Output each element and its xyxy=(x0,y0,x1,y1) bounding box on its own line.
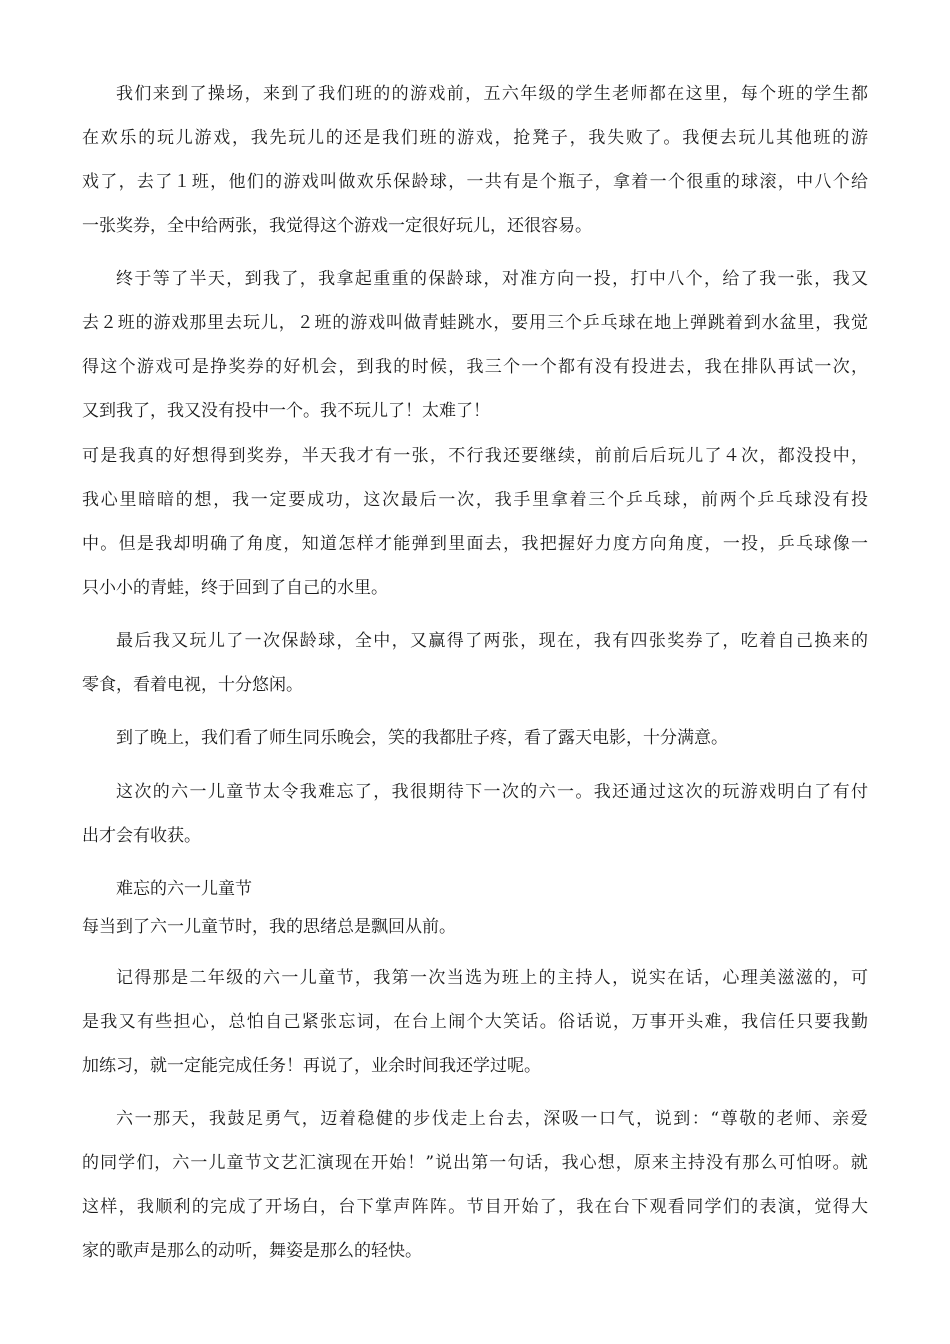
paragraph-line: 一张奖券，全中给两张，我觉得这个游戏一定很好玩儿，还很容易。 xyxy=(82,216,592,236)
paragraph-line: 只小小的青蛙，终于回到了自己的水里。 xyxy=(82,578,388,598)
paragraph-line: 终于等了半天，到我了，我拿起重重的保龄球，对准方向一投，打中八个，给了我一张，我又 xyxy=(116,269,870,289)
section-heading: 难忘的六一儿童节 xyxy=(116,879,252,899)
paragraph-line: 去２班的游戏那里去玩儿，２班的游戏叫做青蛙跳水，要用三个乒乓球在地上弹跳着到水盆里，我觉 xyxy=(82,313,869,333)
paragraph-line: 每当到了六一儿童节时，我的思绪总是飘回从前。 xyxy=(82,917,456,937)
paragraph-line: 这样，我顺利的完成了开场白，台下掌声阵阵。节目开始了，我在台下观看同学们的表演，觉得大 xyxy=(82,1197,870,1217)
paragraph-line: 我心里暗暗的想，我一定要成功，这次最后一次，我手里拿着三个乒乓球，前两个乒乓球没有投 xyxy=(82,490,870,510)
paragraph-line: 加练习，就一定能完成任务！再说了，业余时间我还学过呢。 xyxy=(82,1056,541,1076)
paragraph-line: 零食，看着电视，十分悠闲。 xyxy=(82,675,303,695)
paragraph-line: 到了晚上，我们看了师生同乐晚会，笑的我都肚子疼，看了露天电影，十分满意。 xyxy=(116,728,728,748)
paragraph-line: 出才会有收获。 xyxy=(82,826,201,846)
paragraph-line: 我们来到了操场，来到了我们班的的游戏前，五六年级的学生老师都在这里，每个班的学生都 xyxy=(116,84,870,104)
paragraph-line: 戏了，去了１班，他们的游戏叫做欢乐保龄球，一共有是个瓶子，拿着一个很重的球滚，中八个给 xyxy=(82,172,870,192)
paragraph-line: 的同学们，六一儿童节文艺汇演现在开始！”说出第一句话，我心想，原来主持没有那么可怕呀。就 xyxy=(82,1153,869,1173)
paragraph-line: 最后我又玩儿了一次保龄球，全中，又赢得了两张，现在，我有四张奖券了，吃着自己换来的 xyxy=(116,631,870,651)
paragraph-line: 在欢乐的玩儿游戏，我先玩儿的还是我们班的游戏，抢凳子，我失败了。我便去玩儿其他班的游 xyxy=(82,128,870,148)
paragraph-line: 记得那是二年级的六一儿童节，我第一次当选为班上的主持人，说实在话，心理美滋滋的，可 xyxy=(116,968,870,988)
paragraph-line: 得这个游戏可是挣奖券的好机会，到我的时候，我三个一个都有没有投进去，我在排队再试一次， xyxy=(82,357,870,377)
paragraph-line: 可是我真的好想得到奖券，半天我才有一张，不行我还要继续，前前后后玩儿了４次，都没投中， xyxy=(82,446,870,466)
paragraph-line: 家的歌声是那么的动听，舞姿是那么的轻快。 xyxy=(82,1241,422,1261)
paragraph-line: 六一那天，我鼓足勇气，迈着稳健的步伐走上台去，深吸一口气，说到：“尊敬的老师、亲爱 xyxy=(116,1109,870,1129)
paragraph-line: 又到我了，我又没有投中一个。我不玩儿了！太难了！ xyxy=(82,401,490,421)
paragraph-line: 是我又有些担心，总怕自己紧张忘词，在台上闹个大笑话。俗话说，万事开头难，我信任只要我勤 xyxy=(82,1012,870,1032)
paragraph-line: 这次的六一儿童节太令我难忘了，我很期待下一次的六一。我还通过这次的玩游戏明白了有付 xyxy=(116,782,870,802)
paragraph-line: 中。但是我却明确了角度，知道怎样才能弹到里面去，我把握好力度方向角度，一投，乒乓球像一 xyxy=(82,534,870,554)
